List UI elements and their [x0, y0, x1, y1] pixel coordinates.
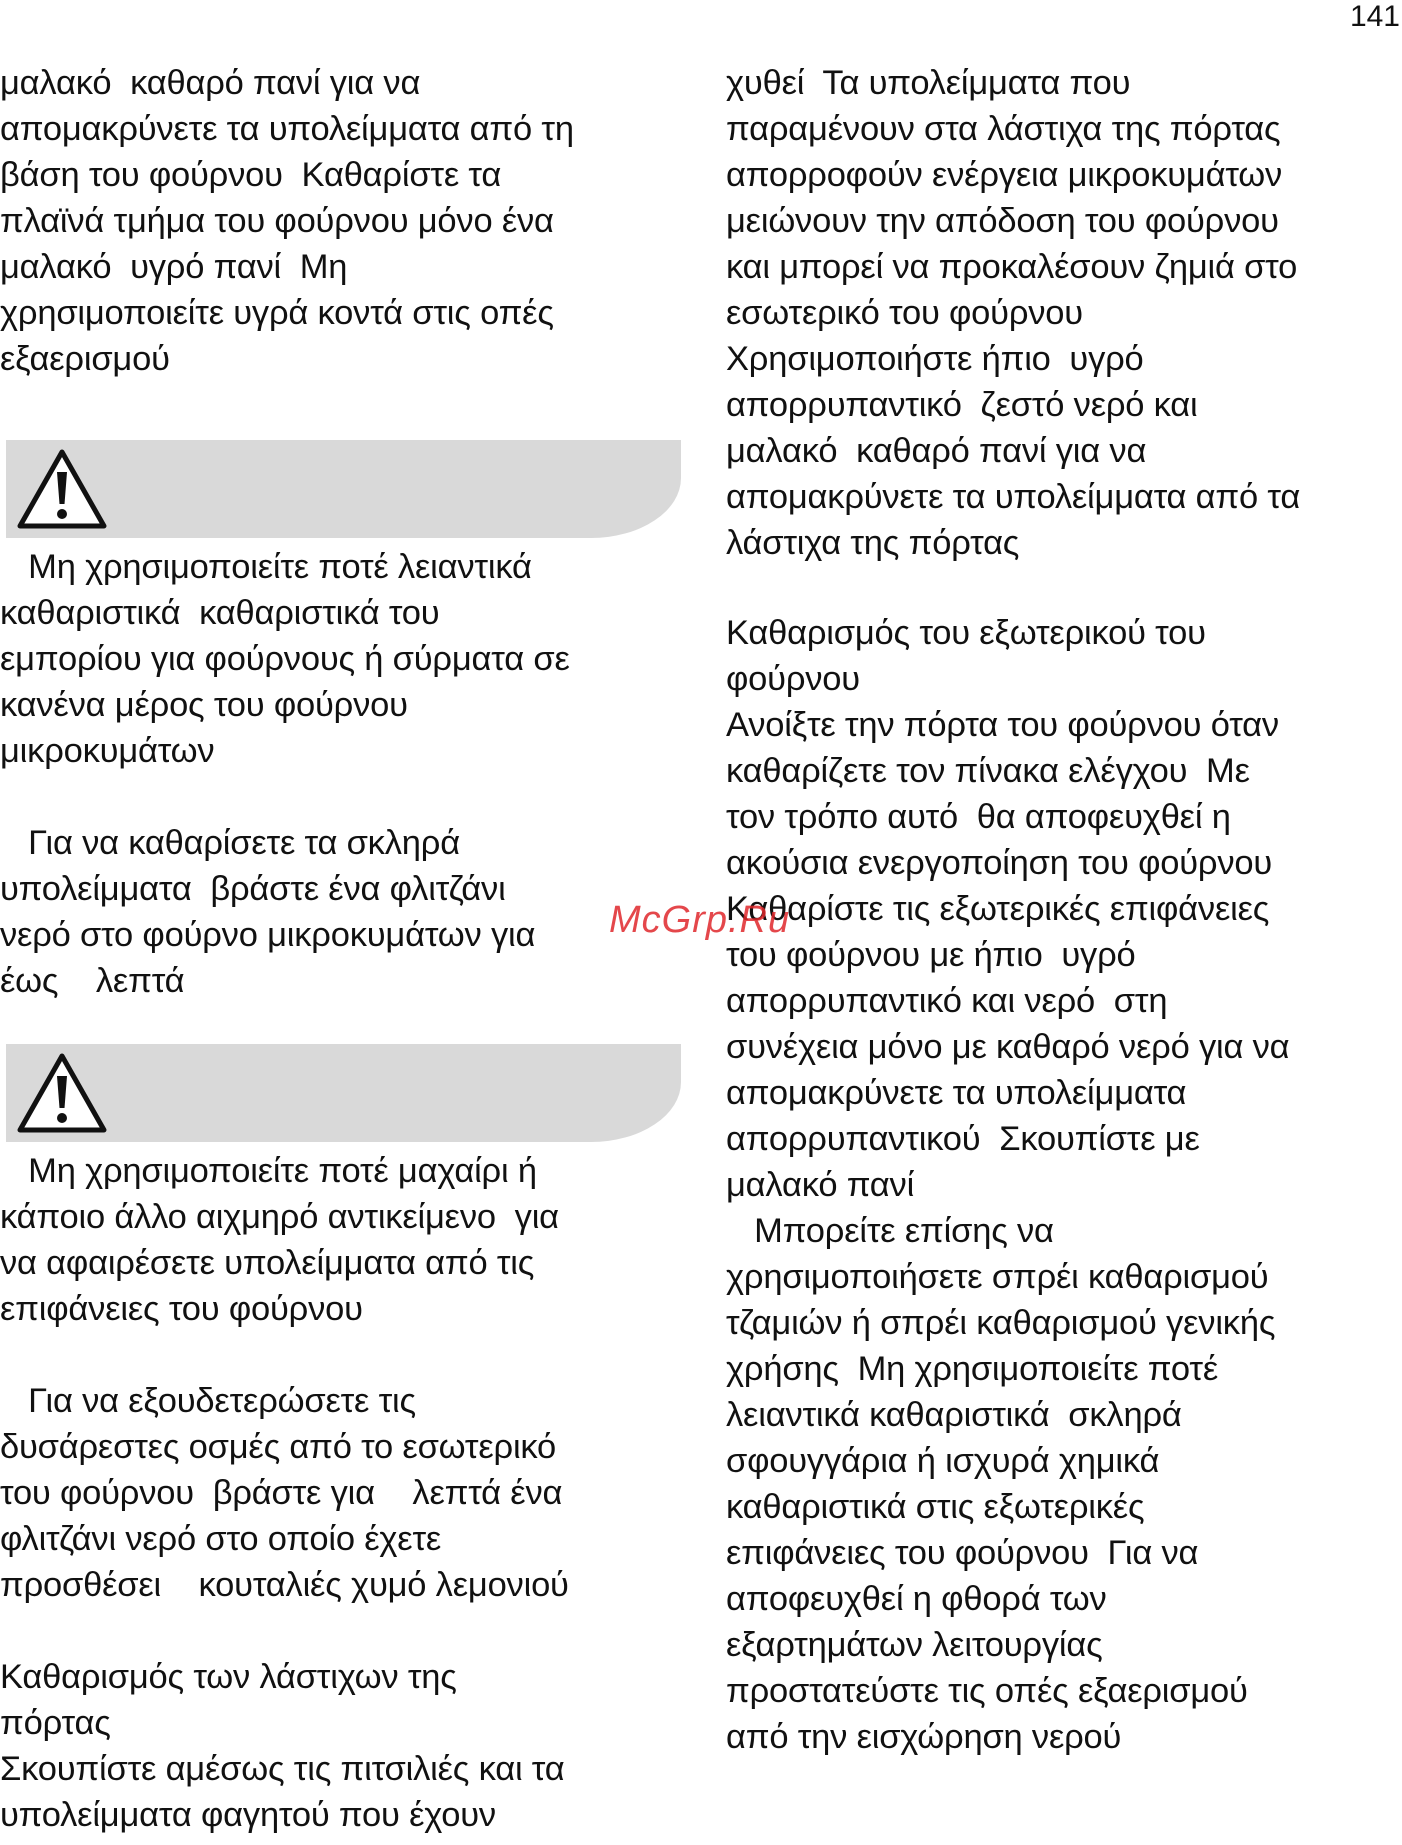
- text-line: λειαντικά καθαριστικά σκληρά: [726, 1396, 1182, 1434]
- left-paragraph-3: [0, 1378, 690, 1608]
- text-line: μικροκυμάτων: [0, 732, 215, 770]
- text-line: παραμένουν στα λάστιχα της πόρτας: [726, 110, 1281, 148]
- page-number: 141: [1349, 0, 1400, 33]
- spacer: [726, 566, 1402, 610]
- warning-banner-1: [6, 440, 681, 538]
- text-line: έως λεπτά: [0, 962, 185, 1000]
- watermark: McGrp.Ru: [609, 899, 791, 941]
- spacer: [0, 774, 690, 820]
- spacer: [0, 1004, 690, 1044]
- section-heading: πόρτας: [0, 1704, 111, 1742]
- warning-triangle-icon: [16, 448, 108, 532]
- text-line: να αφαιρέσετε υπολείμματα από τις: [0, 1244, 535, 1282]
- text-line: προστατεύστε τις οπές εξαερισμού: [726, 1672, 1248, 1710]
- text-line: απομακρύνετε τα υπολείμματα από τη: [0, 110, 574, 148]
- text-line: καθαριστικά στις εξωτερικές: [726, 1488, 1145, 1526]
- text-line: απορρυπαντικό και νερό στη: [726, 982, 1168, 1020]
- text-line: επιφάνειες του φούρνου Για να: [726, 1534, 1199, 1572]
- text-line: του φούρνου βράστε για λεπτά ένα: [0, 1474, 563, 1512]
- text-line: μαλακό καθαρό πανί για να: [726, 432, 1147, 470]
- text-line: και μπορεί να προκαλέσουν ζημιά στο: [726, 248, 1298, 286]
- text-line: Μη χρησιμοποιείτε ποτέ λειαντικά: [0, 548, 532, 586]
- text-line: λάστιχα της πόρτας: [726, 524, 1020, 562]
- text-line: Για να καθαρίσετε τα σκληρά: [0, 824, 460, 862]
- text-line: Καθαρίστε τις εξωτερικές επιφάνειες: [726, 890, 1270, 928]
- text-line: φλιτζάνι νερό στο οποίο έχετε: [0, 1520, 442, 1558]
- text-line: μαλακό καθαρό πανί για να: [0, 64, 421, 102]
- text-line: απομακρύνετε τα υπολείμματα: [726, 1074, 1187, 1112]
- left-paragraph-1: [0, 60, 690, 382]
- text-line: μαλακό πανί: [726, 1166, 915, 1204]
- right-paragraph-1: [726, 60, 1402, 566]
- text-line: προσθέσει κουταλιές χυμό λεμονιού: [0, 1566, 569, 1604]
- warning-text-1: [0, 544, 690, 774]
- section-heading: Καθαρισμός του εξωτερικού του: [726, 614, 1206, 652]
- right-paragraph-2: [726, 610, 1402, 1760]
- text-line: Μπορείτε επίσης να: [726, 1212, 1054, 1250]
- text-line: καθαρίζετε τον πίνακα ελέγχου Με: [726, 752, 1250, 790]
- warning-banner-2: [6, 1044, 681, 1142]
- text-line: απορροφούν ενέργεια μικροκυμάτων: [726, 156, 1283, 194]
- warning-text-2: [0, 1148, 690, 1332]
- text-line: εσωτερικό του φούρνου: [726, 294, 1083, 332]
- text-line: καθαριστικά καθαριστικά του: [0, 594, 440, 632]
- text-line: πλαϊνά τμήμα του φούρνου μόνο ένα: [0, 202, 554, 240]
- text-line: από την εισχώρηση νερού: [726, 1718, 1122, 1756]
- text-line: σφουγγάρια ή ισχυρά χημικά: [726, 1442, 1160, 1480]
- text-line: Χρησιμοποιήστε ήπιο υγρό: [726, 340, 1144, 378]
- text-line: ακούσια ενεργοποίηση του φούρνου: [726, 844, 1273, 882]
- spacer: [0, 1608, 690, 1654]
- text-line: Για να εξουδετερώσετε τις: [0, 1382, 416, 1420]
- left-paragraph-4: [0, 1654, 690, 1838]
- text-line: τον τρόπο αυτό θα αποφευχθεί η: [726, 798, 1231, 836]
- text-line: χρησιμοποιείτε υγρά κοντά στις οπές: [0, 294, 554, 332]
- text-line: δυσάρεστες οσμές από το εσωτερικό: [0, 1428, 557, 1466]
- text-line: νερό στο φούρνο μικροκυμάτων για: [0, 916, 536, 954]
- text-line: του φούρνου με ήπιο υγρό: [726, 936, 1136, 974]
- text-line: εξαρτημάτων λειτουργίας: [726, 1626, 1103, 1664]
- warning-triangle-icon: [16, 1052, 108, 1136]
- text-line: χρησιμοποιήσετε σπρέι καθαρισμού: [726, 1258, 1269, 1296]
- text-line: κάποιο άλλο αιχμηρό αντικείμενο για: [0, 1198, 559, 1236]
- text-line: επιφάνειες του φούρνου: [0, 1290, 363, 1328]
- text-line: απομακρύνετε τα υπολείμματα από τα: [726, 478, 1301, 516]
- text-line: συνέχεια μόνο με καθαρό νερό για να: [726, 1028, 1290, 1066]
- left-column: [0, 60, 690, 1838]
- section-heading: Καθαρισμός των λάστιχων της: [0, 1658, 457, 1696]
- text-line: Σκουπίστε αμέσως τις πιτσιλιές και τα: [0, 1750, 565, 1788]
- text-line: κανένα μέρος του φούρνου: [0, 686, 408, 724]
- spacer: [0, 1332, 690, 1378]
- text-line: απορρυπαντικού Σκουπίστε με: [726, 1120, 1200, 1158]
- text-line: χρήσης Μη χρησιμοποιείτε ποτέ: [726, 1350, 1218, 1388]
- text-line: βάση του φούρνου Καθαρίστε τα: [0, 156, 502, 194]
- text-line: υπολείμματα φαγητού που έχουν: [0, 1796, 496, 1834]
- text-line: εξαερισμού: [0, 340, 170, 378]
- text-line: χυθεί Τα υπολείμματα που: [726, 64, 1131, 102]
- section-heading: φούρνου: [726, 660, 860, 698]
- text-line: απορρυπαντικό ζεστό νερό και: [726, 386, 1198, 424]
- text-line: Ανοίξτε την πόρτα του φούρνου όταν: [726, 706, 1279, 744]
- text-line: μαλακό υγρό πανί Μη: [0, 248, 348, 286]
- right-column: [726, 60, 1402, 1760]
- text-line: τζαμιών ή σπρέι καθαρισμού γενικής: [726, 1304, 1276, 1342]
- text-line: υπολείμματα βράστε ένα φλιτζάνι: [0, 870, 506, 908]
- text-line: Μη χρησιμοποιείτε ποτέ μαχαίρι ή: [0, 1152, 537, 1190]
- text-line: αποφευχθεί η φθορά των: [726, 1580, 1107, 1618]
- text-line: μειώνουν την απόδοση του φούρνου: [726, 202, 1279, 240]
- spacer: [0, 382, 690, 440]
- left-paragraph-2: [0, 820, 690, 1004]
- text-line: εμπορίου για φούρνους ή σύρματα σε: [0, 640, 570, 678]
